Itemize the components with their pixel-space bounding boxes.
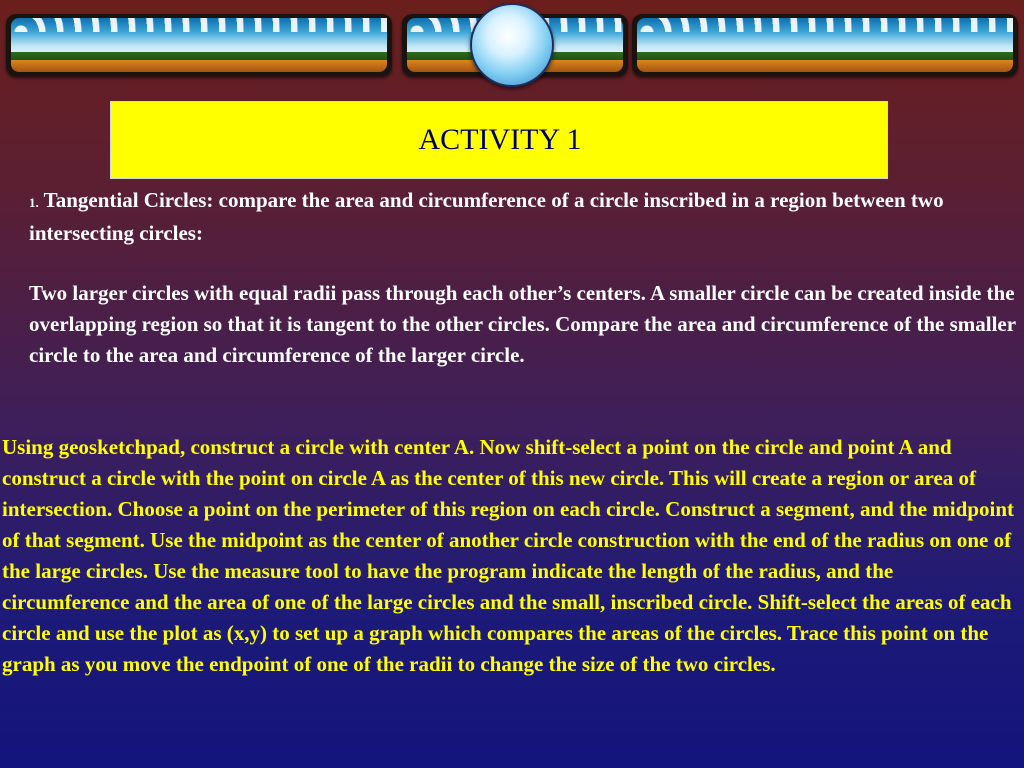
item-heading: Tangential Circles: compare the area and circumference of a circle inscribed in a region between two intersecting circles: (29, 188, 944, 245)
description-paragraph: Two larger circles with equal radii pass through each other’s centers. A smaller circle can be created inside the overlapping region so that it is tangent to the other circles. Compare the area and circumference of the smaller circle to the area and circumference of the larger circle. (29, 281, 1016, 367)
activity-item (29, 185, 1024, 249)
landscape-banner-left (6, 14, 392, 76)
globe-icon (470, 3, 554, 87)
item-number: 1. (29, 195, 39, 210)
landscape-banner-right (632, 14, 1018, 76)
slide-title: ACTIVITY 1 (418, 123, 582, 156)
instructions-paragraph: Using geosketchpad, construct a circle with center A. Now shift-select a point on the circle and point A and construct a circle with the point on circle A as the center of this new circle. This will create a region or area of intersection. Choose a point on the perimeter of this region on each circle. Construct a segment, and the midpoint of that segment. Use the midpoint as the center of another circle construction with the end of the radius on one of the large circles. Use the measure tool to have the program indicate the length of the radius, and the circumference and the area of one of the large circles and the small, inscribed circle. Shift-select the areas of each circle and use the plot as (x,y) to set up a graph which compares the areas of the circles. Trace this point on the graph as you move the endpoint of one of the radii to change the size of the two circles. (2, 435, 1015, 676)
title-box (110, 101, 888, 179)
